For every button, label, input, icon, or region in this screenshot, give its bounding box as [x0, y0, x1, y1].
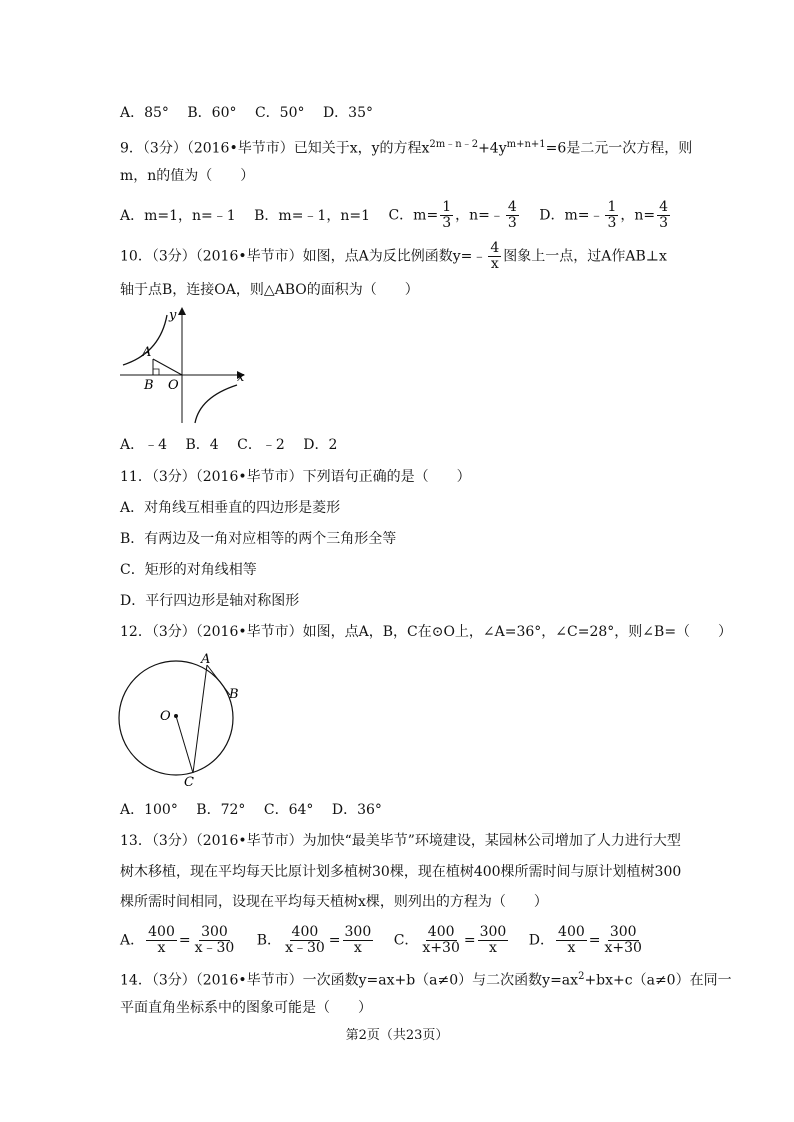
- hyperbola-figure: [115, 305, 250, 427]
- q8-option-a: A．85°: [120, 105, 169, 121]
- fraction: $\frac{400}{x﹣30}$: [285, 924, 325, 956]
- q9-option-d: D．m=﹣ $\frac{1}{3}$ ，n= $\frac{4}{3}$: [539, 199, 669, 231]
- q9-option-b: B．m=﹣1，n=1: [254, 207, 370, 224]
- q11-option-a: A．对角线互相垂直的四边形是菱形: [120, 500, 341, 516]
- q13-option-d: D． $\frac{400}{x}$ = $\frac{300}{x+30}$: [528, 924, 642, 956]
- fraction: $\frac{4}{3}$: [659, 199, 669, 231]
- q11-option-d: D．平行四边形是轴对称图形: [120, 593, 300, 609]
- q8-option-b: B．60°: [187, 105, 237, 121]
- q13-options: [120, 925, 660, 956]
- q13-option-c: C． $\frac{400}{x+30}$ = $\frac{300}{x}$: [393, 924, 507, 956]
- axis-label-x: x: [237, 370, 245, 385]
- fraction: $\frac{4}{x}$: [490, 240, 500, 272]
- q13-stem-line1: 13．（3分）（2016•毕节市）为加快“最美毕节”环境建设，某园林公司增加了人力进行大型: [120, 833, 681, 849]
- q9-mid: +4y: [478, 140, 507, 157]
- q10-stem-line2: 轴于点B，连接OA，则△ABO的面积为（ ）: [120, 282, 419, 298]
- center-label-o: O: [160, 709, 171, 724]
- fraction: $\frac{400}{x}$: [148, 924, 175, 956]
- fraction: $\frac{1}{3}$: [442, 199, 452, 231]
- q8-options: [120, 103, 387, 123]
- q8-option-d: D．35°: [322, 105, 373, 121]
- q11-option-b: B．有两边及一角对应相等的两个三角形全等: [120, 531, 397, 547]
- point-label-a: A: [142, 345, 152, 360]
- fraction: $\frac{400}{x+30}$: [422, 924, 460, 956]
- point-label-b: B: [144, 378, 154, 393]
- q10-option-a: A．﹣4: [120, 437, 168, 453]
- point-label-a: A: [201, 652, 211, 667]
- q9-options: [120, 200, 686, 231]
- q10-stem: 10．（3分）（2016•毕节市）如图，点A为反比例函数y=﹣ $\frac{4}{x}$ 图象上一点，过A作AB⊥x: [120, 240, 667, 272]
- q9-prefix: 9．（3分）（2016•毕节市）已知关于x，y的方程x: [120, 140, 430, 157]
- q12-option-a: A．100°: [120, 802, 178, 818]
- q12-option-d: D．36°: [331, 802, 382, 818]
- q9-stem: [120, 135, 692, 159]
- origin-label: O: [168, 378, 179, 393]
- q10-option-c: C．﹣2: [237, 437, 285, 453]
- point-label-c: C: [184, 775, 194, 790]
- q12-option-c: C．64°: [263, 802, 314, 818]
- q9-exponent-1: 2m﹣n﹣2: [429, 139, 479, 150]
- q12-options: [120, 800, 396, 820]
- q10-options: [120, 435, 351, 455]
- fraction: $\frac{300}{x+30}$: [604, 924, 642, 956]
- q10-option-b: B．4: [185, 437, 219, 453]
- q11-stem: 11．（3分）（2016•毕节市）下列语句正确的是（ ）: [120, 469, 471, 485]
- q9-option-c: C．m= $\frac{1}{3}$ ，n=﹣ $\frac{4}{3}$: [388, 199, 517, 231]
- q9-stem-line2: m，n的值为（ ）: [120, 168, 255, 184]
- q9-suffix: =6是二元一次方程，则: [545, 140, 693, 157]
- q13-stem-line3: 棵所需时间相同，设现在平均每天植树x棵，则列出的方程为（ ）: [120, 894, 548, 910]
- fraction: $\frac{4}{3}$: [507, 199, 517, 231]
- page-footer: 第2页（共23页）: [345, 1028, 449, 1043]
- q12-option-b: B．72°: [196, 802, 246, 818]
- fraction: $\frac{300}{x}$: [479, 924, 507, 956]
- q8-option-c: C．50°: [254, 105, 305, 121]
- fraction: $\frac{400}{x}$: [558, 924, 585, 956]
- q13-stem-line2: 树木移植，现在平均每天比原计划多植树30棵，现在植树400棵所需时间与原计划植树300: [120, 864, 682, 880]
- q9-option-a: A．m=1，n=﹣1: [120, 207, 236, 224]
- point-label-b: B: [229, 687, 239, 702]
- axis-label-y: y: [169, 308, 177, 323]
- q13-option-a: A． $\frac{400}{x}$ = $\frac{300}{x﹣30}$: [120, 924, 235, 956]
- q14-stem: 14．（3分）（2016•毕节市）一次函数y=ax+b（a≠0）与二次函数$y=ax^2+bx+c(a\ne 0)$在同一: [120, 971, 732, 989]
- fraction: $\frac{300}{x﹣30}$: [194, 924, 235, 956]
- q12-stem: 12．（3分）（2016•毕节市）如图，点A，B，C在⊙O上，∠A=36°，∠C=28°，则∠B=（ ）: [120, 624, 733, 640]
- q11-option-c: C．矩形的对角线相等: [120, 562, 257, 578]
- q14-stem-line2: 平面直角坐标系中的图象可能是（ ）: [120, 1000, 372, 1016]
- fraction: $\frac{1}{3}$: [607, 199, 617, 231]
- q10-option-d: D．2: [303, 437, 338, 453]
- q13-option-b: B． $\frac{400}{x﹣30}$ = $\frac{300}{x}$: [256, 924, 372, 956]
- fraction: $\frac{300}{x}$: [344, 924, 372, 956]
- q9-exponent-2: m+n+1: [506, 139, 546, 150]
- circle-figure: [112, 650, 250, 790]
